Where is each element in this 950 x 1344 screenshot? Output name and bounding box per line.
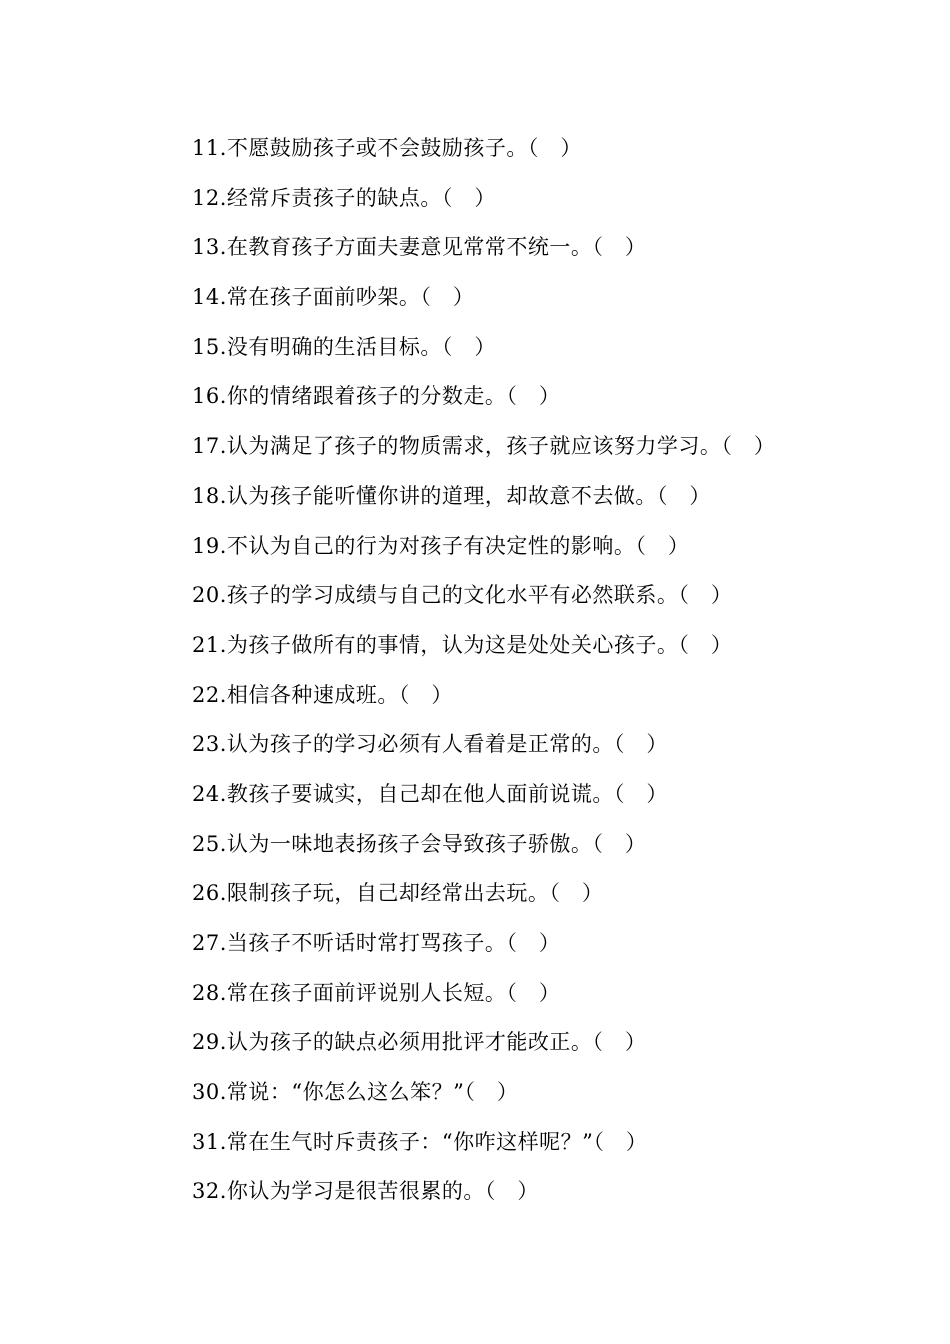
question-item: 28.常在孩子面前评说别人长短。（ ） [192, 980, 561, 1005]
question-item: 30.常说：“你怎么这么笨？”（ ） [192, 1080, 519, 1105]
question-item: 24.教孩子要诚实，自己却在他人面前说谎。（ ） [192, 781, 668, 806]
question-item: 27.当孩子不听话时常打骂孩子。（ ） [192, 931, 561, 955]
question-item: 29.认为孩子的缺点必须用批评才能改正。（ ） [192, 1030, 647, 1055]
question-item: 21.为孩子做所有的事情，认为这是处处关心孩子。（ ） [192, 632, 733, 657]
question-item: 14.常在孩子面前吵架。（ ） [192, 285, 475, 310]
question-item: 22.相信各种速成班。（ ） [192, 682, 453, 707]
question-item: 15.没有明确的生活目标。（ ） [192, 334, 496, 359]
question-item: 26.限制孩子玩，自己却经常出去玩。（ ） [192, 881, 604, 906]
question-item: 17.认为满足了孩子的物质需求，孩子就应该努力学习。（ ） [192, 434, 776, 459]
question-item: 20.孩子的学习成绩与自己的文化水平有必然联系。（ ） [192, 583, 733, 608]
question-item: 18.认为孩子能听懂你讲的道理，却故意不去做。（ ） [192, 483, 711, 508]
question-item: 13.在教育孩子方面夫妻意见常常不统一。（ ） [192, 235, 647, 260]
question-item: 12.经常斥责孩子的缺点。（ ） [192, 185, 496, 210]
question-item: 31.常在生气时斥责孩子：“你咋这样呢？”（ ） [192, 1129, 648, 1154]
question-item: 25.认为一味地表扬孩子会导致孩子骄傲。（ ） [192, 831, 647, 856]
question-item: 19.不认为自己的行为对孩子有决定性的影响。（ ） [192, 533, 690, 558]
question-item: 23.认为孩子的学习必须有人看着是正常的。（ ） [192, 732, 668, 757]
question-item: 11.不愿鼓励孩子或不会鼓励孩子。（ ） [192, 136, 582, 160]
question-item: 32.你认为学习是很苦很累的。（ ） [192, 1179, 539, 1204]
question-item: 16.你的情绪跟着孩子的分数走。（ ） [192, 384, 561, 409]
question-list [192, 128, 892, 1221]
